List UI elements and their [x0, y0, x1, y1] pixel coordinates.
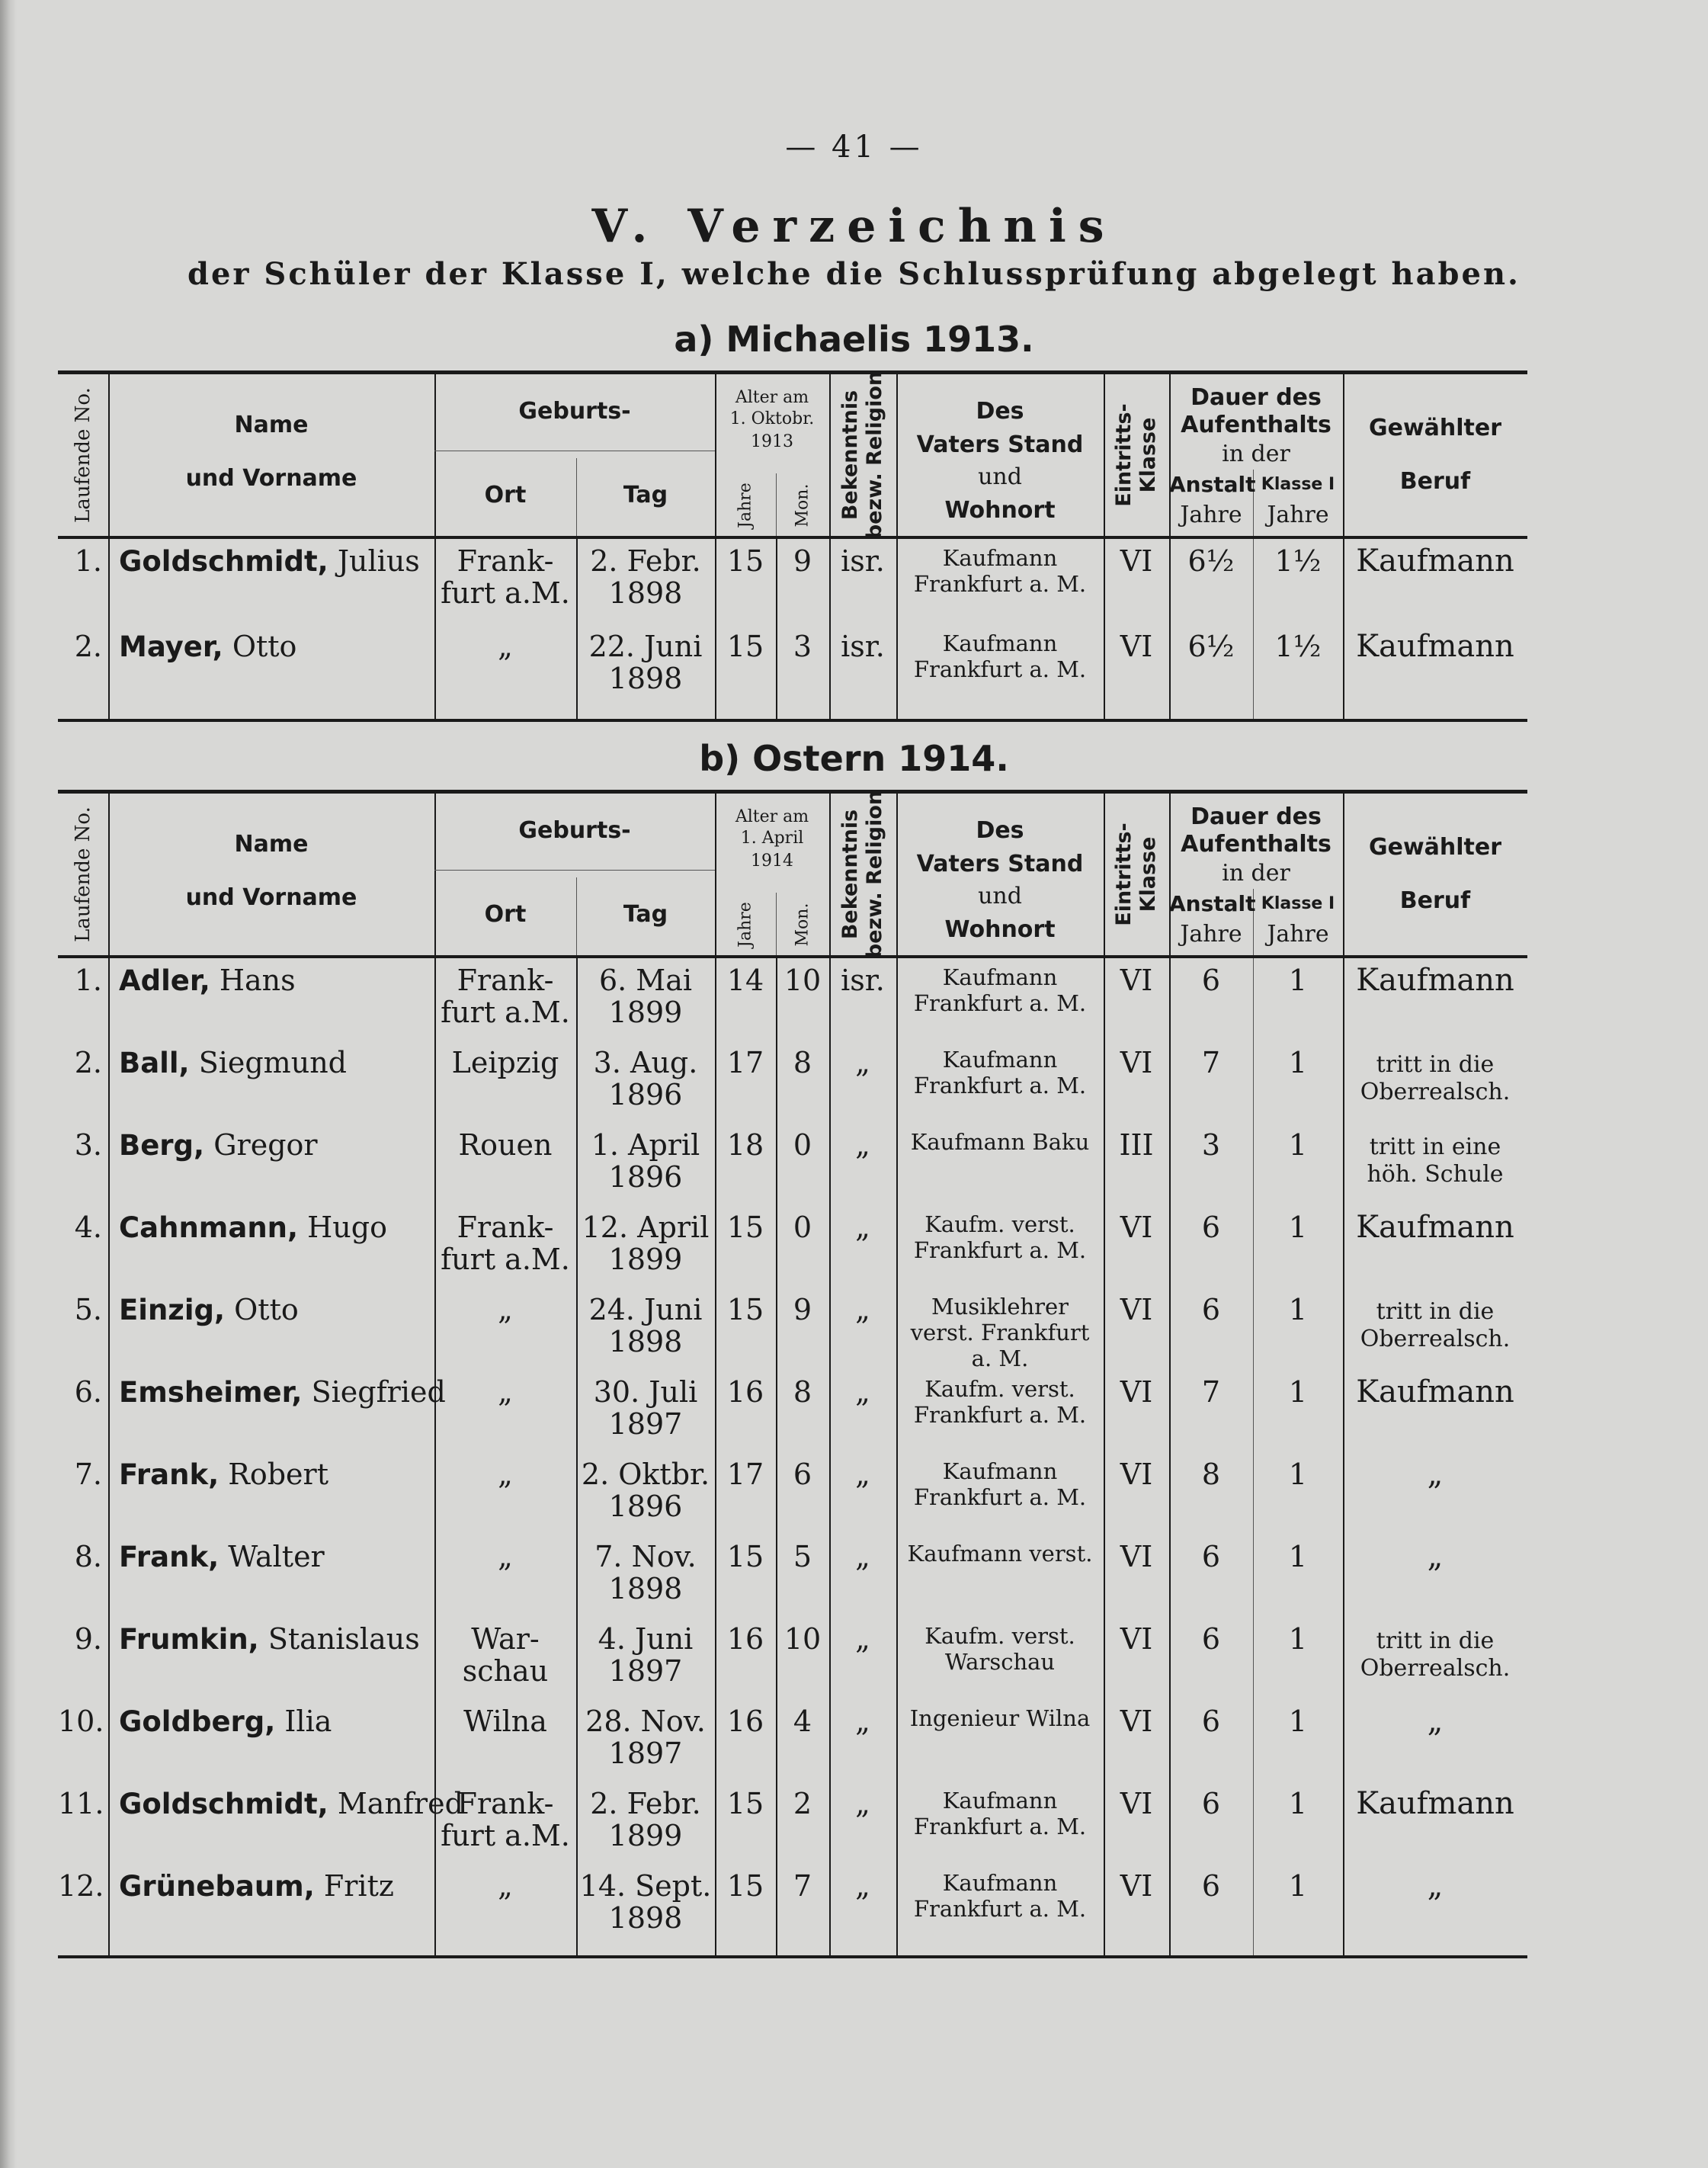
- birth-date: 4. Juni 1897: [598, 1622, 694, 1688]
- row-number: 11.: [58, 1787, 104, 1820]
- row-number: 4.: [74, 1211, 102, 1244]
- years-in-class-i: 1: [1288, 1046, 1308, 1079]
- table-row: [58, 1782, 1527, 1864]
- birth-date: 1. April 1896: [591, 1128, 700, 1194]
- row-number: 2.: [74, 1046, 102, 1079]
- religion: „: [855, 1705, 870, 1738]
- header-wohnort: Wohnort: [944, 916, 1056, 943]
- entry-class: VI: [1120, 1046, 1153, 1079]
- header-mon: Mon.: [793, 483, 812, 528]
- age-months: 7: [793, 1869, 812, 1903]
- age-months: 3: [793, 630, 812, 663]
- column-rule: [1343, 794, 1344, 955]
- column-rule: [108, 794, 110, 955]
- row-number: 6.: [74, 1375, 102, 1409]
- header-alter: Alter am: [735, 807, 809, 826]
- header-vorname: und Vorname: [185, 465, 357, 492]
- column-rule: [776, 893, 777, 955]
- birth-date: 3. Aug. 1896: [593, 1046, 698, 1111]
- years-in-class-i: 1: [1288, 964, 1308, 997]
- entry-class: VI: [1120, 1869, 1153, 1903]
- student-surname: Berg,: [119, 1129, 205, 1162]
- years-in-class-i: 1: [1288, 1705, 1308, 1738]
- birth-place: Frank- furt a.M.: [441, 544, 570, 610]
- table-row: [58, 539, 1527, 624]
- student-surname: Ball,: [119, 1047, 190, 1079]
- table-row: [58, 1699, 1527, 1782]
- birth-place: Frank- furt a.M.: [441, 1211, 570, 1276]
- header-vorname: und Vorname: [185, 884, 357, 911]
- student-name: [108, 1870, 434, 1903]
- age-years: 14: [726, 964, 764, 997]
- header-eintritts: Eintritts-: [1112, 823, 1136, 926]
- birth-place: „: [498, 1869, 513, 1903]
- birth-date: 14. Sept. 1898: [579, 1869, 712, 1935]
- religion: „: [855, 1375, 870, 1409]
- chosen-profession: „: [1427, 1704, 1444, 1739]
- header-tag: Tag: [623, 482, 668, 508]
- years-at-school: 6½: [1187, 630, 1235, 663]
- student-surname: Cahnmann,: [119, 1211, 299, 1244]
- entry-class: VI: [1120, 1458, 1153, 1491]
- header-aufenthalts: Aufenthalts: [1181, 412, 1331, 438]
- birth-date: 24. Juni 1898: [588, 1293, 703, 1358]
- father-occupation-residence: Kaufmann verst.: [907, 1541, 1093, 1567]
- student-firstname: Manfred: [337, 1787, 463, 1820]
- birth-place: War- schau: [462, 1622, 549, 1688]
- header-jahre-anstalt: Jahre: [1180, 921, 1242, 948]
- student-firstname: Julius: [337, 544, 420, 578]
- father-occupation-residence: Kaufmann Frankfurt a. M.: [913, 1788, 1087, 1839]
- header-bekenntnis: Bekenntnis: [838, 809, 862, 940]
- chosen-profession: Kaufmann: [1356, 963, 1514, 998]
- header-ort: Ort: [484, 901, 527, 928]
- header-alter-year: 1914: [751, 851, 793, 871]
- row-number: 10.: [58, 1705, 104, 1738]
- student-name: [108, 1541, 434, 1573]
- age-years: 18: [726, 1128, 764, 1162]
- header-und: und: [978, 463, 1022, 490]
- age-months: 8: [793, 1375, 812, 1409]
- header-laufende-no: Laufende No.: [72, 387, 95, 523]
- header-wohnort: Wohnort: [944, 497, 1056, 524]
- student-surname: Goldschmidt,: [119, 545, 328, 578]
- table-row: [58, 958, 1527, 1041]
- birth-place: „: [498, 630, 513, 663]
- father-occupation-residence: Kaufmann Frankfurt a. M.: [913, 964, 1087, 1016]
- father-occupation-residence: Kaufmann Frankfurt a. M.: [913, 630, 1087, 682]
- header-name: Name: [234, 831, 309, 858]
- father-occupation-residence: Kaufmann Frankfurt a. M.: [913, 1870, 1087, 1922]
- years-at-school: 6: [1201, 1787, 1221, 1820]
- student-name: [108, 1047, 434, 1079]
- page-title: V. Verzeichnis: [591, 200, 1117, 253]
- column-rule: [1343, 374, 1344, 536]
- age-years: 15: [726, 630, 764, 663]
- age-years: 16: [726, 1375, 764, 1409]
- student-name: [108, 1129, 434, 1162]
- header-mon: Mon.: [793, 903, 812, 947]
- years-at-school: 7: [1201, 1375, 1221, 1409]
- header-name: Name: [234, 412, 309, 438]
- age-years: 16: [726, 1705, 764, 1738]
- column-rule: [434, 870, 715, 871]
- student-firstname: Robert: [228, 1458, 328, 1491]
- entry-class: VI: [1120, 544, 1153, 578]
- religion: isr.: [841, 964, 885, 997]
- birth-date: 2. Oktbr. 1896: [581, 1458, 710, 1523]
- header-alter-year: 1913: [751, 432, 793, 451]
- years-in-class-i: 1: [1288, 1787, 1308, 1820]
- header-dauer: Dauer des: [1190, 384, 1322, 411]
- father-occupation-residence: Musiklehrer verst. Frankfurt a. M.: [910, 1294, 1090, 1371]
- years-at-school: 6½: [1187, 544, 1235, 578]
- student-surname: Einzig,: [119, 1294, 226, 1326]
- years-in-class-i: 1: [1288, 1869, 1308, 1903]
- table-header: [58, 790, 1527, 958]
- column-rule: [829, 374, 831, 536]
- birth-place: „: [498, 1458, 513, 1491]
- years-in-class-i: 1: [1288, 1293, 1308, 1326]
- header-religion: bezw. Religion: [863, 790, 886, 959]
- table-row: [58, 1288, 1527, 1370]
- student-firstname: Siegfried: [311, 1375, 446, 1409]
- father-occupation-residence: Kaufmann Frankfurt a. M.: [913, 545, 1087, 597]
- header-gewaehlter: Gewählter: [1368, 834, 1502, 861]
- student-surname: Goldberg,: [119, 1705, 276, 1738]
- header-klasse: Klasse: [1136, 417, 1160, 493]
- birth-date: 2. Febr. 1899: [590, 1787, 701, 1852]
- column-rule: [1104, 794, 1105, 955]
- header-laufende-no: Laufende No.: [72, 807, 95, 942]
- birth-place: Frank- furt a.M.: [441, 1787, 570, 1852]
- father-occupation-residence: Kaufmann Baku: [910, 1129, 1090, 1155]
- birth-date: 6. Mai 1899: [598, 964, 693, 1029]
- age-years: 15: [726, 1293, 764, 1326]
- header-tag: Tag: [623, 901, 668, 928]
- chosen-profession: tritt in die Oberrealsch.: [1360, 1298, 1511, 1352]
- table-row: [58, 1041, 1527, 1123]
- row-number: 2.: [74, 630, 102, 663]
- column-rule: [776, 473, 777, 536]
- student-firstname: Fritz: [323, 1869, 394, 1903]
- years-in-class-i: 1: [1288, 1375, 1308, 1409]
- table-michaelis-1913: [58, 370, 1527, 722]
- header-bekenntnis: Bekenntnis: [838, 390, 862, 521]
- header-jahre: Jahre: [735, 902, 755, 948]
- header-beruf: Beruf: [1399, 468, 1471, 495]
- birth-date: 30. Juli 1897: [593, 1375, 698, 1441]
- chosen-profession: tritt in die Oberrealsch.: [1360, 1051, 1511, 1105]
- father-occupation-residence: Ingenieur Wilna: [909, 1705, 1091, 1731]
- student-firstname: Stanislaus: [268, 1622, 420, 1656]
- student-name: [108, 1458, 434, 1491]
- age-months: 9: [793, 1293, 812, 1326]
- table-row: [58, 1864, 1527, 1946]
- birth-place: Leipzig: [451, 1046, 559, 1079]
- page-number: — 41 —: [785, 130, 923, 165]
- age-months: 4: [793, 1705, 812, 1738]
- student-surname: Frank,: [119, 1541, 220, 1573]
- age-months: 6: [793, 1458, 812, 1491]
- years-in-class-i: 1: [1288, 1540, 1308, 1573]
- header-jahre-klasse: Jahre: [1267, 502, 1329, 528]
- religion: „: [855, 1293, 870, 1326]
- years-at-school: 7: [1201, 1046, 1221, 1079]
- page-subtitle: der Schüler der Klasse I, welche die Schlussprüfung abgelegt haben.: [187, 256, 1521, 292]
- header-vaters-stand: Vaters Stand: [916, 851, 1084, 877]
- header-jahre-klasse: Jahre: [1267, 921, 1329, 948]
- years-in-class-i: 1: [1288, 1458, 1308, 1491]
- table-row: [58, 624, 1527, 710]
- student-surname: Emsheimer,: [119, 1376, 303, 1409]
- header-eintritts: Eintritts-: [1112, 403, 1136, 507]
- header-klasse-i: Klasse I: [1261, 475, 1335, 494]
- age-months: 0: [793, 1211, 812, 1244]
- age-months: 8: [793, 1046, 812, 1079]
- chosen-profession: Kaufmann: [1356, 629, 1514, 664]
- years-at-school: 6: [1201, 1211, 1221, 1244]
- father-occupation-residence: Kaufmann Frankfurt a. M.: [913, 1458, 1087, 1510]
- student-surname: Mayer,: [119, 630, 223, 663]
- years-at-school: 3: [1201, 1128, 1221, 1162]
- student-surname: Adler,: [119, 964, 210, 997]
- age-years: 15: [726, 1869, 764, 1903]
- religion: „: [855, 1128, 870, 1162]
- entry-class: III: [1119, 1128, 1154, 1162]
- row-number: 3.: [74, 1128, 102, 1162]
- header-jahre-anstalt: Jahre: [1180, 502, 1242, 528]
- header-geburts: Geburts-: [518, 817, 631, 844]
- religion: „: [855, 1622, 870, 1656]
- header-in-der: in der: [1222, 860, 1290, 887]
- religion: „: [855, 1211, 870, 1244]
- age-years: 15: [726, 1211, 764, 1244]
- table-row: [58, 1370, 1527, 1452]
- header-beruf: Beruf: [1399, 887, 1471, 914]
- entry-class: VI: [1120, 1293, 1153, 1326]
- row-number: 8.: [74, 1540, 102, 1573]
- table-ostern-1914: [58, 790, 1527, 1958]
- years-at-school: 6: [1201, 964, 1221, 997]
- row-number: 12.: [58, 1869, 104, 1903]
- table-body: [58, 539, 1527, 722]
- entry-class: VI: [1120, 1705, 1153, 1738]
- years-at-school: 6: [1201, 1293, 1221, 1326]
- age-months: 10: [784, 964, 822, 997]
- student-firstname: Siegmund: [198, 1046, 347, 1079]
- student-firstname: Otto: [232, 630, 297, 663]
- section-heading-b: b) Ostern 1914.: [699, 738, 1009, 779]
- years-at-school: 8: [1201, 1458, 1221, 1491]
- student-name: [108, 630, 434, 663]
- years-in-class-i: 1: [1288, 1128, 1308, 1162]
- row-number: 7.: [74, 1458, 102, 1491]
- column-rule: [108, 374, 110, 536]
- father-occupation-residence: Kaufm. verst. Frankfurt a. M.: [913, 1211, 1087, 1263]
- entry-class: VI: [1120, 1540, 1153, 1573]
- years-at-school: 6: [1201, 1622, 1221, 1656]
- student-surname: Grünebaum,: [119, 1870, 315, 1903]
- student-name: [108, 545, 434, 578]
- religion: isr.: [841, 630, 885, 663]
- header-ort: Ort: [484, 482, 527, 508]
- student-firstname: Ilia: [284, 1705, 332, 1738]
- birth-place: „: [498, 1540, 513, 1573]
- years-in-class-i: 1: [1288, 1622, 1308, 1656]
- religion: isr.: [841, 544, 885, 578]
- age-years: 15: [726, 544, 764, 578]
- table-body: [58, 958, 1527, 1958]
- religion: „: [855, 1869, 870, 1903]
- birth-place: Rouen: [458, 1128, 553, 1162]
- chosen-profession: Kaufmann: [1356, 544, 1514, 579]
- header-alter-date: 1. Oktobr.: [729, 409, 815, 428]
- header-geburts: Geburts-: [518, 398, 631, 425]
- student-name: [108, 1705, 434, 1738]
- header-gewaehlter: Gewählter: [1368, 415, 1502, 441]
- student-firstname: Walter: [228, 1540, 325, 1573]
- chosen-profession: tritt in die Oberrealsch.: [1360, 1628, 1511, 1682]
- entry-class: VI: [1120, 1211, 1153, 1244]
- student-name: [108, 1211, 434, 1244]
- birth-date: 28. Nov. 1897: [585, 1705, 706, 1770]
- entry-class: VI: [1120, 630, 1153, 663]
- age-years: 17: [726, 1046, 764, 1079]
- father-occupation-residence: Kaufm. verst. Frankfurt a. M.: [913, 1376, 1087, 1428]
- student-firstname: Otto: [234, 1293, 299, 1326]
- header-anstalt: Anstalt: [1169, 891, 1256, 916]
- header-und: und: [978, 883, 1022, 909]
- row-number: 5.: [74, 1293, 102, 1326]
- age-months: 5: [793, 1540, 812, 1573]
- header-jahre: Jahre: [735, 483, 755, 528]
- birth-date: 12. April 1899: [582, 1211, 710, 1276]
- header-alter: Alter am: [735, 388, 809, 407]
- student-firstname: Gregor: [213, 1128, 318, 1162]
- row-number: 1.: [74, 964, 102, 997]
- religion: „: [855, 1458, 870, 1491]
- header-in-der: in der: [1222, 441, 1290, 467]
- entry-class: VI: [1120, 1622, 1153, 1656]
- years-in-class-i: 1: [1288, 1211, 1308, 1244]
- section-heading-a: a) Michaelis 1913.: [674, 319, 1034, 360]
- age-years: 17: [726, 1458, 764, 1491]
- entry-class: VI: [1120, 1375, 1153, 1409]
- student-surname: Frank,: [119, 1458, 220, 1491]
- age-years: 16: [726, 1622, 764, 1656]
- birth-place: Frank- furt a.M.: [441, 964, 570, 1029]
- birth-date: 22. Juni 1898: [588, 630, 703, 695]
- header-alter-date: 1. April: [740, 829, 804, 848]
- birth-date: 7. Nov. 1898: [594, 1540, 697, 1605]
- table-row: [58, 1452, 1527, 1535]
- age-months: 9: [793, 544, 812, 578]
- column-rule: [1104, 374, 1105, 536]
- student-surname: Frumkin,: [119, 1623, 259, 1656]
- birth-place: „: [498, 1375, 513, 1409]
- age-years: 15: [726, 1787, 764, 1820]
- age-years: 15: [726, 1540, 764, 1573]
- header-des: Des: [976, 398, 1024, 425]
- years-in-class-i: 1½: [1274, 544, 1322, 578]
- student-name: [108, 1294, 434, 1326]
- birth-place: Wilna: [463, 1705, 547, 1738]
- chosen-profession: „: [1427, 1868, 1444, 1903]
- table-row: [58, 1535, 1527, 1617]
- header-klasse: Klasse: [1136, 836, 1160, 912]
- row-number: 9.: [74, 1622, 102, 1656]
- chosen-profession: Kaufmann: [1356, 1210, 1514, 1245]
- religion: „: [855, 1787, 870, 1820]
- row-number: 1.: [74, 544, 102, 578]
- birth-place: „: [498, 1293, 513, 1326]
- student-name: [108, 1623, 434, 1656]
- entry-class: VI: [1120, 964, 1153, 997]
- student-surname: Goldschmidt,: [119, 1788, 328, 1820]
- chosen-profession: „: [1427, 1539, 1444, 1574]
- header-aufenthalts: Aufenthalts: [1181, 831, 1331, 858]
- father-occupation-residence: Kaufmann Frankfurt a. M.: [913, 1047, 1087, 1098]
- header-dauer: Dauer des: [1190, 803, 1322, 830]
- chosen-profession: Kaufmann: [1356, 1374, 1514, 1410]
- student-name: [108, 964, 434, 997]
- header-religion: bezw. Religion: [863, 370, 886, 540]
- header-anstalt: Anstalt: [1169, 472, 1256, 497]
- age-months: 0: [793, 1128, 812, 1162]
- student-firstname: Hans: [219, 964, 296, 997]
- religion: „: [855, 1046, 870, 1079]
- header-des: Des: [976, 817, 1024, 844]
- entry-class: VI: [1120, 1787, 1153, 1820]
- table-header: [58, 370, 1527, 539]
- years-at-school: 6: [1201, 1869, 1221, 1903]
- student-firstname: Hugo: [307, 1211, 387, 1244]
- age-months: 10: [784, 1622, 822, 1656]
- column-rule: [829, 794, 831, 955]
- student-name: [108, 1375, 446, 1409]
- student-name: [108, 1787, 463, 1820]
- years-at-school: 6: [1201, 1540, 1221, 1573]
- years-in-class-i: 1½: [1274, 630, 1322, 663]
- table-row: [58, 1205, 1527, 1288]
- years-at-school: 6: [1201, 1705, 1221, 1738]
- chosen-profession: Kaufmann: [1356, 1786, 1514, 1821]
- chosen-profession: tritt in eine höh. Schule: [1367, 1134, 1504, 1188]
- birth-date: 2. Febr. 1898: [590, 544, 701, 610]
- religion: „: [855, 1540, 870, 1573]
- header-vaters-stand: Vaters Stand: [916, 431, 1084, 458]
- table-row: [58, 1123, 1527, 1205]
- header-klasse-i: Klasse I: [1261, 894, 1335, 913]
- table-row: [58, 1617, 1527, 1699]
- father-occupation-residence: Kaufm. verst. Warschau: [924, 1623, 1075, 1675]
- chosen-profession: „: [1427, 1457, 1444, 1492]
- age-months: 2: [793, 1787, 812, 1820]
